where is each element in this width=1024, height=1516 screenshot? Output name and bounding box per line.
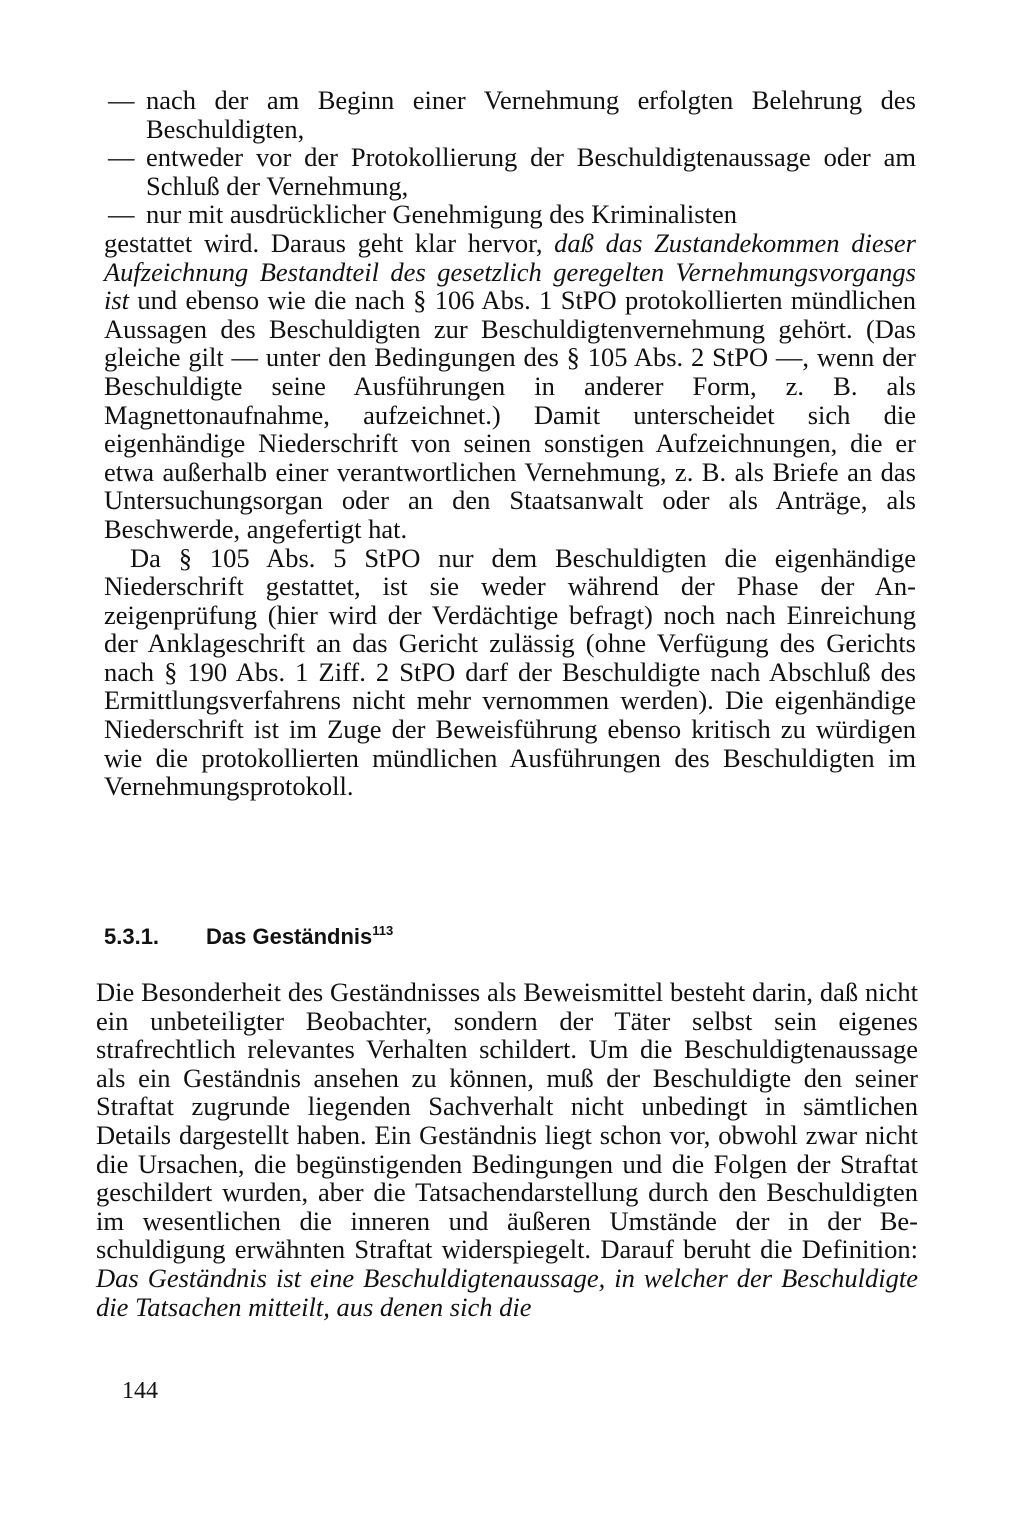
- list-item-text: nach der am Beginn einer Vernehmung erfolgten Belehrung des Beschuldigten,: [146, 85, 916, 144]
- list-item-text: nur mit ausdrücklicher Genehmigung des Kriminalisten: [146, 199, 737, 230]
- list-item: [104, 86, 916, 143]
- section-heading: [104, 923, 393, 950]
- paragraph-gestaendnis: [96, 978, 918, 1321]
- footnote-ref: 113: [372, 923, 394, 938]
- list-item-text: entweder vor der Protokollierung der Beschuldigtenaussage oder am Schluß der Vernehmung,: [146, 142, 916, 201]
- paragraph-continuation: [104, 229, 916, 544]
- section-title: Das Geständnis: [206, 924, 373, 949]
- page-content: [96, 85, 918, 1322]
- dash-marker: —: [108, 85, 135, 115]
- list-item: [104, 143, 916, 200]
- paragraph-text: Die Besonderheit des Geständnisses als Beweismittel besteht darin, daß nicht ein unbeteiligter Beobachter, sondern der Täter selbst sein eigenes strafrechtlich relevantes Verhalten schildert. Um die Beschuldigtenaussage als ein Geständnis ansehen zu können, muß der Beschuldigte den seiner Straftat zugrunde liegenden Sachverhalt nicht unbedingt in sämtlichen Details dargestellt haben. Ein Geständnis liegt schon vor, obwohl zwar nicht die Ursachen, die begünstigenden Bedingungen und die Folgen der Straftat geschildert wurden, aber die Tatsachendarstellung durch den Beschuldigten im wesentlichen die inneren und äußeren Umstände der in der Beschuldigung erwähnten Straftat widerspiegelt. Darauf beruht die Definition:: [96, 977, 918, 1265]
- section-number: 5.3.1.: [104, 924, 160, 949]
- condition-list: [104, 86, 916, 229]
- page-number: 144: [122, 1378, 158, 1404]
- section-body: [96, 978, 918, 1321]
- dash-marker: —: [108, 142, 135, 173]
- paragraph-text: gestattet wird. Daraus geht klar hervor,: [104, 227, 555, 258]
- paragraph-emphasis: daß das Zustandekommen dieser Aufzeichnung Bestandteil des gesetzlich geregelten Vernehmungsvorgangs ist: [104, 227, 916, 316]
- paragraph-stpo: Da § 105 Abs. 5 StPO nur dem Beschuldigten die eigenhändige Niederschrift gestattet, ist sie weder während der Phase der Anzeigenprüfung (hier wird der Verdächtige befragt) noch nach Einreichung der Anklageschrift an das Gericht zulässig (ohne Verfügung des Gerichts nach § 190 Abs. 1 Ziff. 2 StPO darf der Beschuldigte nach Abschluß des Ermittlungsverfahrens nicht mehr vernommen werden). Die eigenhändige Niederschrift ist im Zuge der Beweisführung ebenso kritisch zu würdigen wie die protokollierten mündlichen Ausführungen des Beschuldigten im Vernehmungsprotokoll.: [104, 542, 916, 802]
- paragraph-text: und ebenso wie die nach § 106 Abs. 1 StPO protokollierten mündlichen Aussagen des Beschuldigten zur Beschuldigtenvernehmung gehört. (Das gleiche gilt — unter den Bedingungen des § 105 Abs. 2 StPO —, wenn der Beschuldigte seine Ausführungen in anderer Form, z. B. als Magnettonaufnahme, aufzeichnet.) Damit unterscheidet sich die eigenhändige Niederschrift von seinen sonstigen Aufzeichnungen, die er etwa außerhalb einer verantwortlichen Vernehmung, z. B. als Briefe an das Untersuchungsorgan oder an den Staatsanwalt oder als Anträge, als Beschwerde, angefertigt hat.: [104, 285, 916, 544]
- dash-marker: —: [108, 199, 135, 230]
- list-item: [104, 200, 916, 229]
- paragraph-emphasis: Das Geständnis ist eine Beschuldigtenaussage, in welcher der Beschuldigte die Tatsachen mitteilt, aus denen sich die: [96, 1262, 918, 1322]
